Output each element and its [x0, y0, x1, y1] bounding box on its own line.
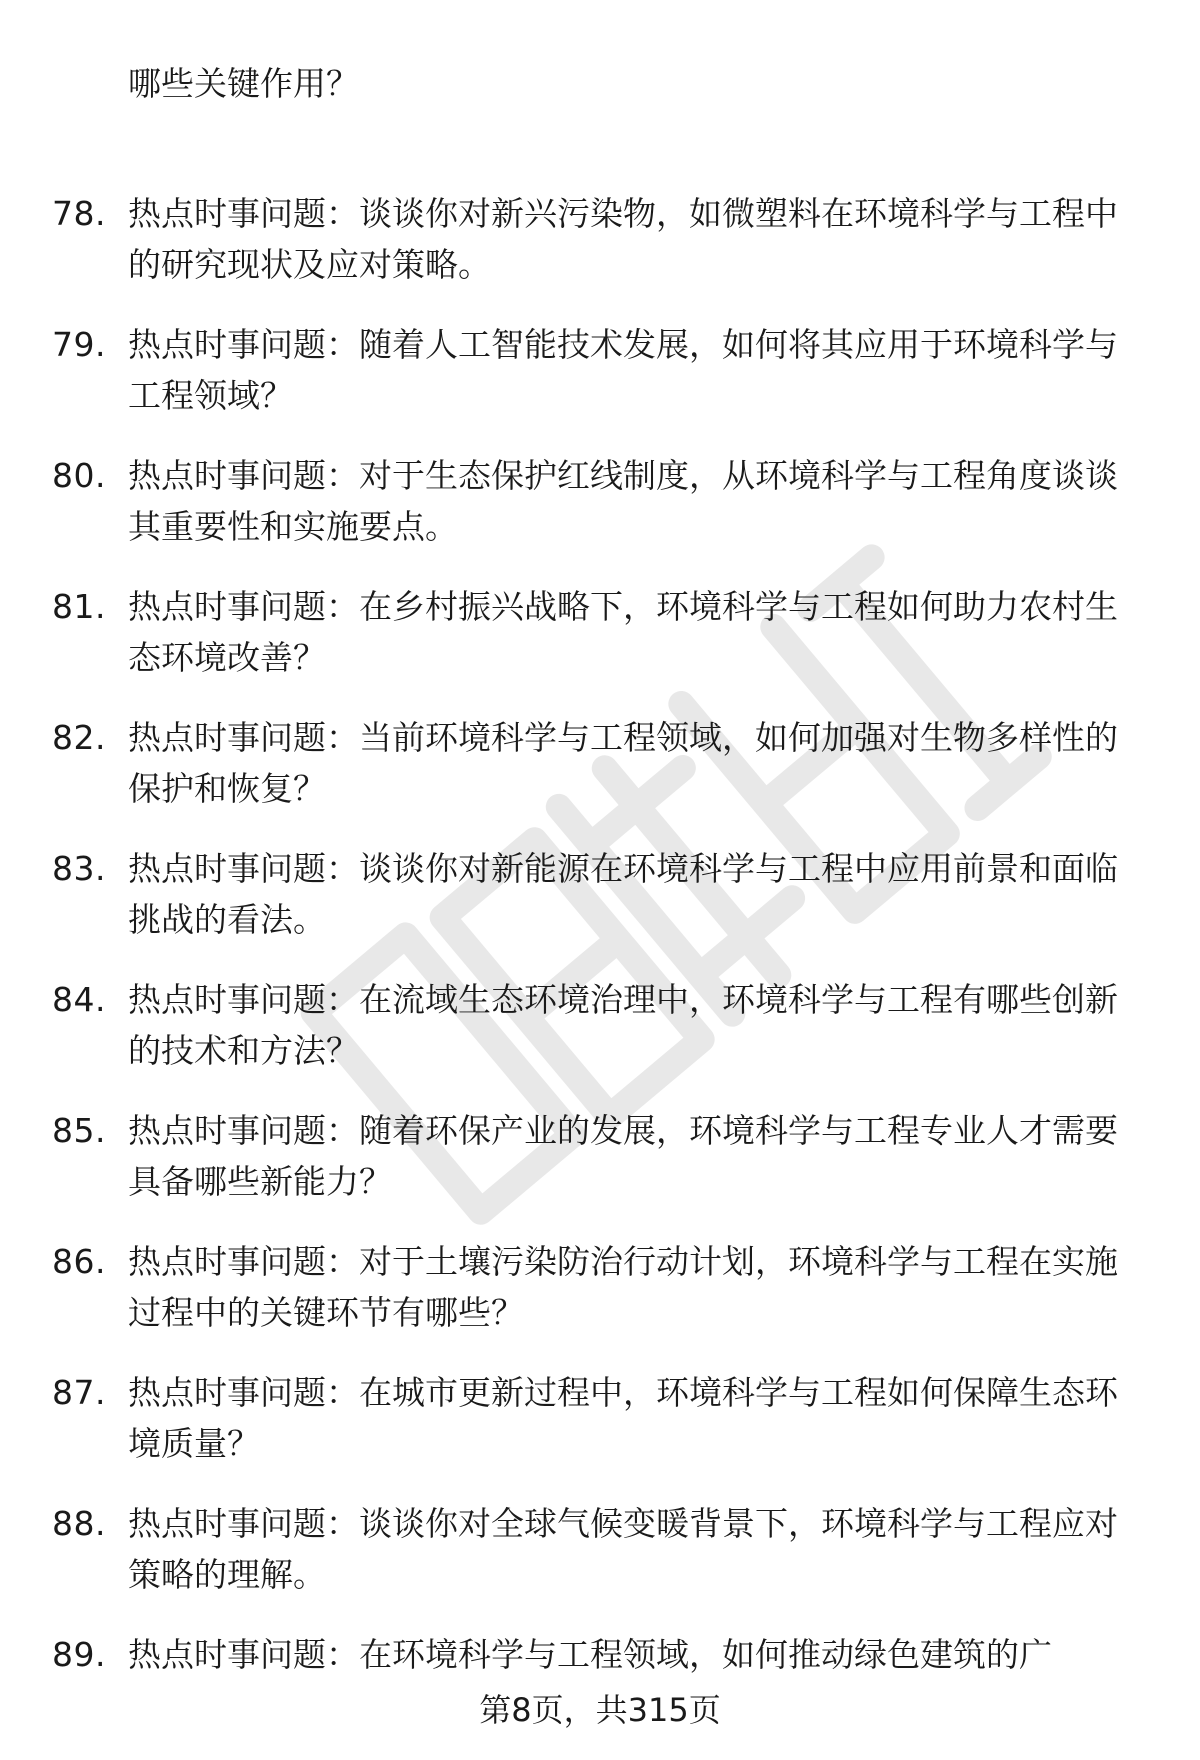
- list-item: [0, 188, 1200, 290]
- item-text: 热点时事问题：对于生态保护红线制度，从环境科学与工程角度谈谈其重要性和实施要点。: [128, 456, 1118, 546]
- item-text: 热点时事问题：谈谈你对全球气候变暖背景下，环境科学与工程应对策略的理解。: [128, 1504, 1118, 1594]
- item-text: 热点时事问题：随着环保产业的发展，环境科学与工程专业人才需要具备哪些新能力？: [128, 1111, 1118, 1201]
- list-item: [0, 1367, 1200, 1469]
- question-list: [0, 58, 1200, 1760]
- item-number: 82.: [52, 718, 106, 757]
- item-number: 89.: [52, 1635, 106, 1674]
- item-text: 热点时事问题：在乡村振兴战略下，环境科学与工程如何助力农村生态环境改善？: [128, 587, 1118, 677]
- item-text: 热点时事问题：谈谈你对新能源在环境科学与工程中应用前景和面临挑战的看法。: [128, 849, 1118, 939]
- item-number: 86.: [52, 1242, 106, 1281]
- list-item: [0, 450, 1200, 552]
- list-item: [0, 712, 1200, 814]
- list-item: [0, 1498, 1200, 1600]
- item-number: 78.: [52, 194, 106, 233]
- item-number: 83.: [52, 849, 106, 888]
- item-number: 81.: [52, 587, 106, 626]
- item-number: 87.: [52, 1373, 106, 1412]
- item-number: 84.: [52, 980, 106, 1019]
- item-text: 热点时事问题：对于土壤污染防治行动计划，环境科学与工程在实施过程中的关键环节有哪些？: [128, 1242, 1118, 1332]
- page-number: 第8页，共315页: [479, 1691, 721, 1729]
- item-number: 80.: [52, 456, 106, 495]
- item-number: 79.: [52, 325, 106, 364]
- continuation-text: 哪些关键作用？: [128, 64, 359, 103]
- item-text: 热点时事问题：随着人工智能技术发展，如何将其应用于环境科学与工程领域？: [128, 325, 1118, 415]
- item-text: 热点时事问题：当前环境科学与工程领域，如何加强对生物多样性的保护和恢复？: [128, 718, 1118, 808]
- item-text: 热点时事问题：在城市更新过程中，环境科学与工程如何保障生态环境质量？: [128, 1373, 1118, 1463]
- list-item: [0, 319, 1200, 421]
- item-number: 88.: [52, 1504, 106, 1543]
- list-item: [0, 974, 1200, 1076]
- list-item: [0, 843, 1200, 945]
- item-number: 85.: [52, 1111, 106, 1150]
- list-item: [0, 1236, 1200, 1338]
- item-text: 热点时事问题：在流域生态环境治理中，环境科学与工程有哪些创新的技术和方法？: [128, 980, 1118, 1070]
- list-item: [0, 1105, 1200, 1207]
- item-text: 热点时事问题：在环境科学与工程领域，如何推动绿色建筑的广: [128, 1635, 1052, 1674]
- list-item: [0, 581, 1200, 683]
- item-text: 热点时事问题：谈谈你对新兴污染物，如微塑料在环境科学与工程中的研究现状及应对策略。: [128, 194, 1118, 284]
- continuation-line: [0, 58, 1200, 128]
